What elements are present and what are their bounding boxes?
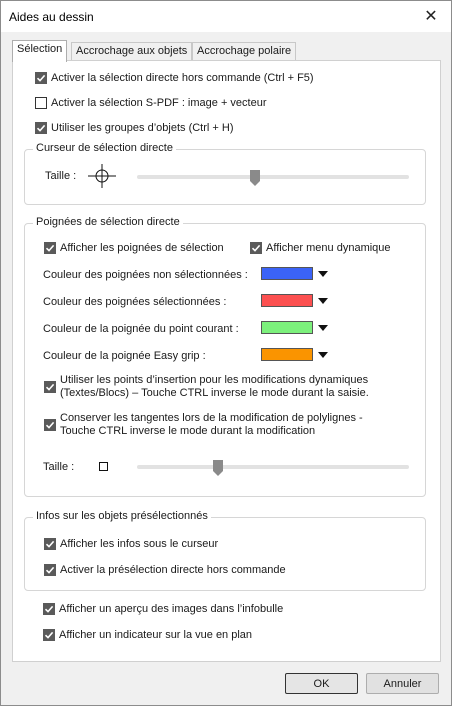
- option-direct-selection[interactable]: [35, 72, 314, 84]
- dialog-title: Aides au dessin: [9, 10, 94, 24]
- checkmark-icon: [36, 123, 46, 133]
- slider-thumb[interactable]: [250, 170, 260, 186]
- object-groups-label: Utiliser les groupes d’objets (Ctrl + H): [51, 122, 234, 134]
- checkmark-icon: [44, 630, 54, 640]
- spdf-selection-label: Activer la sélection S-PDF : image + vecteur: [51, 97, 267, 109]
- direct-preselection-checkbox[interactable]: [44, 564, 56, 576]
- show-grips-checkbox[interactable]: [44, 242, 56, 254]
- option-image-preview-tooltip[interactable]: [43, 603, 283, 615]
- preselection-group-title: Infos sur les objets présélectionnés: [33, 510, 211, 522]
- insertion-points-label: [60, 374, 369, 400]
- grip-size-label: Taille :: [43, 461, 75, 473]
- plan-view-indicator-label: Afficher un indicateur sur la vue en plan: [59, 629, 253, 641]
- image-preview-tooltip-label: Afficher un aperçu des images dans l’infobulle: [59, 603, 284, 615]
- slider-thumb[interactable]: [213, 460, 223, 476]
- show-grips-label: Afficher les poignées de sélection: [60, 242, 224, 254]
- preselection-group: [24, 510, 426, 591]
- option-info-under-cursor[interactable]: [44, 538, 218, 550]
- info-under-cursor-checkbox[interactable]: [44, 538, 56, 550]
- selection-panel: [12, 60, 441, 662]
- selected-grip-color-label: Couleur des poignées sélectionnées :: [43, 296, 227, 308]
- option-spdf-selection[interactable]: [35, 97, 267, 109]
- selected-grip-color-picker[interactable]: [261, 294, 328, 307]
- tab-object-snap[interactable]: Accrochage aux objets: [71, 42, 192, 61]
- checkmark-icon: [45, 539, 55, 549]
- chevron-down-icon: [318, 352, 328, 358]
- insertion-points-line1: Utiliser les points d’insertion pour les modifications dynamiques: [60, 374, 369, 386]
- show-dynamic-menu-label: Afficher menu dynamique: [266, 242, 391, 254]
- option-keep-tangents[interactable]: [44, 412, 363, 438]
- option-insertion-points[interactable]: [44, 374, 369, 400]
- info-under-cursor-label: Afficher les infos sous le curseur: [60, 538, 219, 550]
- ok-button[interactable]: OK: [285, 673, 358, 694]
- current-point-grip-color-label: Couleur de la poignée du point courant :: [43, 323, 239, 335]
- chevron-down-icon: [318, 298, 328, 304]
- grip-size-slider[interactable]: [137, 460, 409, 474]
- checkmark-icon: [45, 420, 55, 430]
- close-button[interactable]: [417, 5, 445, 27]
- checkmark-icon: [44, 604, 54, 614]
- checkmark-icon: [45, 243, 55, 253]
- grip-square-icon: [99, 462, 108, 471]
- unselected-grip-color-label: Couleur des poignées non sélectionnées :: [43, 269, 248, 281]
- current-point-grip-color-picker[interactable]: [261, 321, 328, 334]
- grips-group-title: Poignées de sélection directe: [33, 216, 183, 228]
- easy-grip-color-picker[interactable]: [261, 348, 328, 361]
- option-show-dynamic-menu[interactable]: [250, 242, 391, 254]
- option-object-groups[interactable]: [35, 122, 233, 134]
- slider-track: [137, 175, 409, 179]
- color-swatch: [261, 294, 313, 307]
- color-swatch: [261, 267, 313, 280]
- insertion-points-line2: (Textes/Blocs) – Touche CTRL inverse le mode durant la saisie.: [60, 387, 369, 399]
- direct-selection-label: Activer la sélection directe hors commande (Ctrl + F5): [51, 72, 314, 84]
- color-swatch: [261, 321, 313, 334]
- direct-selection-checkbox[interactable]: [35, 72, 47, 84]
- crosshair-icon: [87, 164, 117, 188]
- keep-tangents-label: [60, 412, 363, 438]
- checkmark-icon: [36, 73, 46, 83]
- tab-selection[interactable]: Sélection: [12, 40, 67, 62]
- grips-group: [24, 216, 426, 497]
- keep-tangents-line1: Conserver les tangentes lors de la modification de polylignes -: [60, 412, 363, 424]
- checkmark-icon: [45, 382, 55, 392]
- checkmark-icon: [45, 565, 55, 575]
- cursor-group-title: Curseur de sélection directe: [33, 142, 176, 154]
- keep-tangents-checkbox[interactable]: [44, 419, 56, 431]
- tab-polar-snap[interactable]: Accrochage polaire: [192, 42, 296, 61]
- spdf-selection-checkbox[interactable]: [35, 97, 47, 109]
- checkmark-icon: [251, 243, 261, 253]
- chevron-down-icon: [318, 325, 328, 331]
- unselected-grip-color-picker[interactable]: [261, 267, 328, 280]
- option-show-grips[interactable]: [44, 242, 224, 254]
- chevron-down-icon: [318, 271, 328, 277]
- image-preview-tooltip-checkbox[interactable]: [43, 603, 55, 615]
- cursor-size-slider[interactable]: [137, 170, 409, 184]
- direct-preselection-label: Activer la présélection directe hors commande: [60, 564, 286, 576]
- title-bar: [1, 1, 451, 32]
- option-direct-preselection[interactable]: [44, 564, 286, 576]
- show-dynamic-menu-checkbox[interactable]: [250, 242, 262, 254]
- cancel-button[interactable]: Annuler: [366, 673, 439, 694]
- option-plan-view-indicator[interactable]: [43, 629, 252, 641]
- plan-view-indicator-checkbox[interactable]: [43, 629, 55, 641]
- keep-tangents-line2: Touche CTRL inverse le mode durant la modification: [60, 425, 316, 437]
- slider-track: [137, 465, 409, 469]
- easy-grip-color-label: Couleur de la poignée Easy grip :: [43, 350, 206, 362]
- close-icon: ✕: [424, 8, 438, 25]
- object-groups-checkbox[interactable]: [35, 122, 47, 134]
- cursor-size-label: Taille :: [45, 170, 77, 182]
- cursor-group: [24, 142, 426, 205]
- color-swatch: [261, 348, 313, 361]
- insertion-points-checkbox[interactable]: [44, 381, 56, 393]
